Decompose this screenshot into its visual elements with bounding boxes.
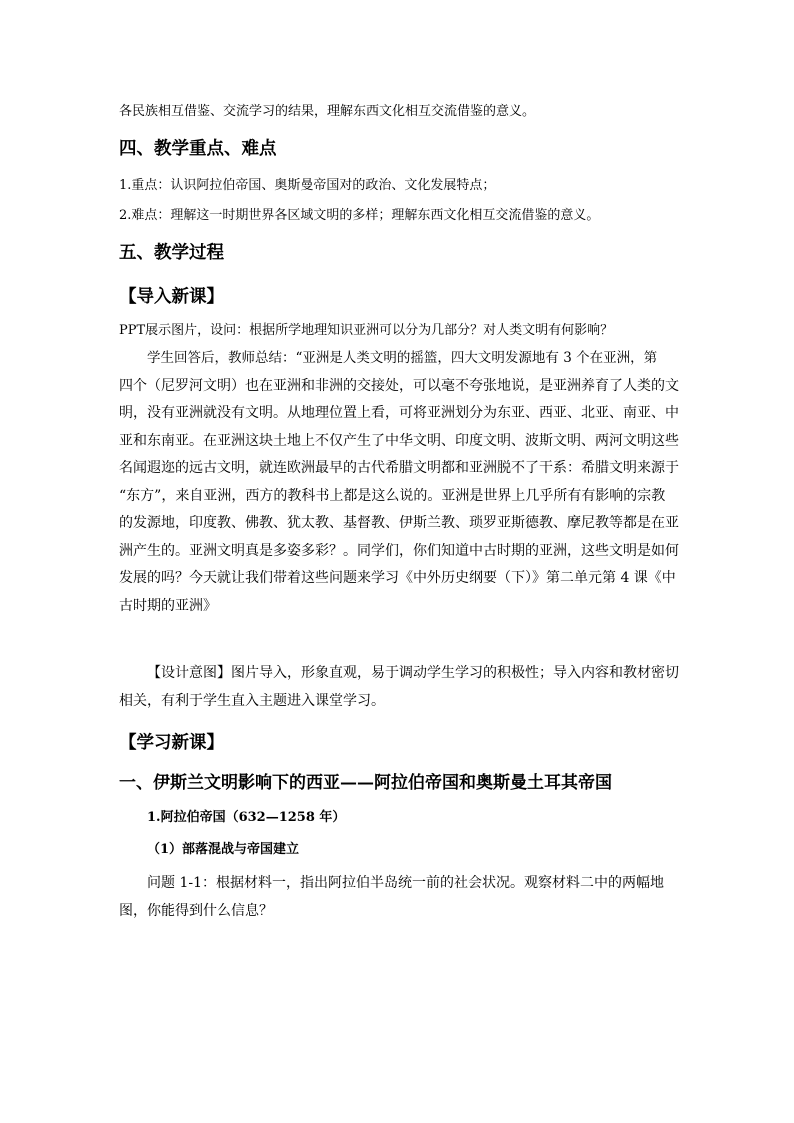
question-line: 图，你能得到什么信息？ (119, 902, 273, 919)
summary-line: 发展的吗？今天就让我们带着这些问题来学习《中外历史纲要（下）》第二单元第 4 课《中 (119, 570, 676, 586)
design-intent-paragraph (119, 660, 677, 715)
summary-line: 名闻遐迩的远古文明，就连欧洲最早的古代希腊文明都和亚洲脱不了干系：希腊文明来源于 (119, 460, 679, 476)
summary-line: 明，没有亚洲就没有文明。从地理位置上看，可将亚洲划分为东亚、西亚、北亚、南亚、中 (119, 405, 679, 421)
summary-line: 古时期的亚洲》 (119, 597, 217, 614)
intro-lesson-label: 【导入新课】 (119, 287, 224, 307)
summary-line: 亚和东南亚。在亚洲这块土地上不仅产生了中华文明、印度文明、波斯文明、两河文明这些 (119, 432, 679, 449)
intro-tail-line: 各民族相互借鉴、交流学习的结果，理解东西文化相互交流借鉴的意义。 (119, 104, 536, 119)
summary-line: 的发源地，印度教、佛教、犹太教、基督教、伊斯兰教、琐罗亚斯德教、摩尼教等都是在亚 (119, 515, 679, 531)
design-line: 相关，有利于学生直入主题进入课堂学习。 (119, 692, 385, 709)
teacher-summary-paragraph (119, 345, 677, 620)
ppt-question-line: PPT展示图片，设问：根据所学地理知识亚洲可以分为几部分？对人类文明有何影响？ (119, 323, 614, 338)
question-line: 问题 1-1：根据材料一，指出阿拉伯半岛统一前的社会状况。观察材料二中的两幅地 (147, 875, 664, 891)
section5-heading: 五、教学过程 (119, 243, 224, 263)
summary-line: 四个（尼罗河文明）也在亚洲和非洲的交接处，可以毫不夸张地说，是亚洲养育了人类的文 (119, 377, 679, 394)
question-paragraph (119, 870, 677, 925)
design-line: 【设计意图】图片导入，形象直观，易于调动学生学习的积极性；导入内容和教材密切 (147, 665, 679, 681)
subsection-arab-empire: 1.阿拉伯帝国（632—1258 年） (147, 810, 346, 825)
summary-line: 洲产生的。亚洲文明真是多姿多彩？。同学们，你们知道中古时期的亚洲，这些文明是如何 (119, 542, 679, 559)
summary-line: 学生回答后，教师总结：“亚洲是人类文明的摇篮，四大文明发源地有 3 个在亚洲，第 (147, 350, 658, 366)
key-point-line: 1.重点：认识阿拉伯帝国、奥斯曼帝国对的政治、文化发展特点； (119, 178, 496, 193)
section4-heading: 四、教学重点、难点 (119, 139, 277, 159)
section1-heading: 一、伊斯兰文明影响下的西亚——阿拉伯帝国和奥斯曼土耳其帝国 (119, 773, 612, 793)
difficult-point-line: 2.难点：理解这一时期世界各区域文明的多样；理解东西文化相互交流借鉴的意义。 (119, 208, 600, 223)
summary-line: “东方”，来自亚洲，西方的教科书上都是这么说的。亚洲是世界上几乎所有有影响的宗教 (119, 487, 666, 504)
subsection-tribal-wars: （1）部落混战与帝国建立 (147, 842, 300, 857)
learn-new-lesson-label: 【学习新课】 (119, 733, 224, 753)
